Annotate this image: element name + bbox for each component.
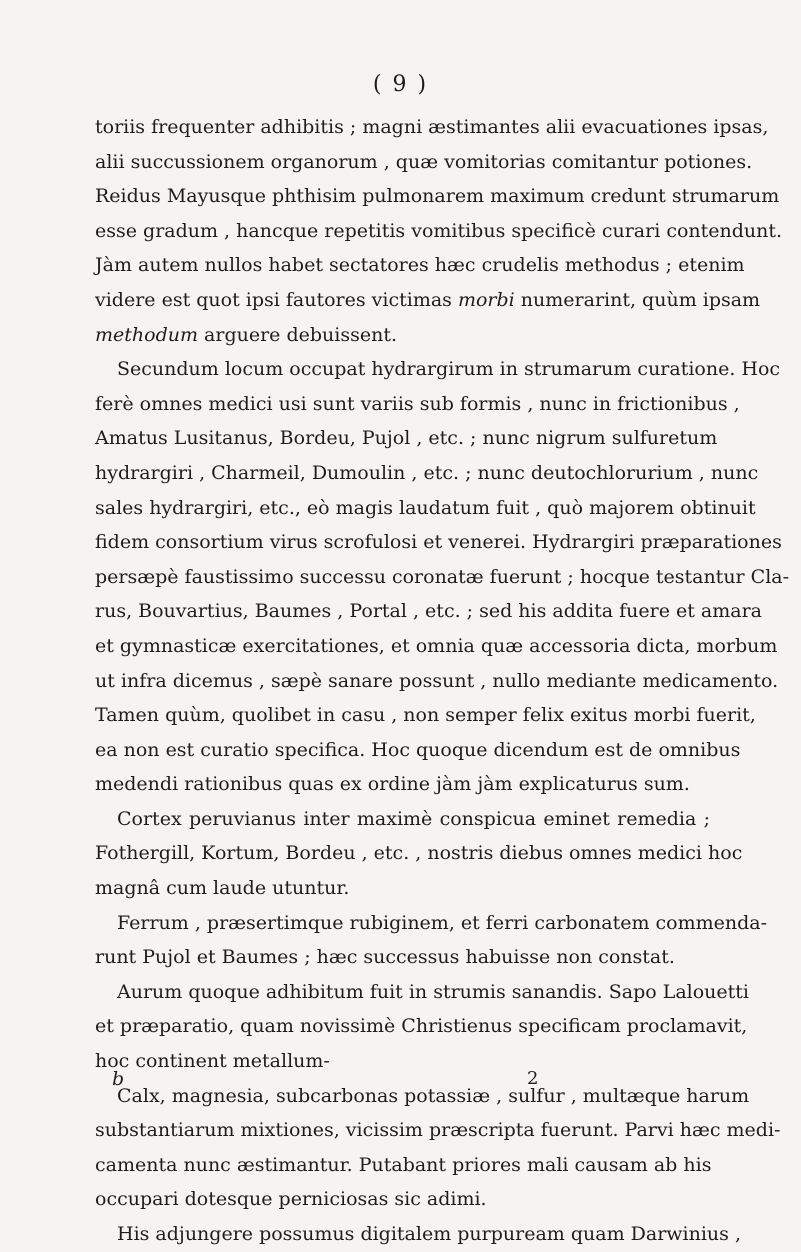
text-line: Cortex peruvianus inter maximè conspicua eminet remedia ; [117, 807, 710, 830]
text-line: Aurum quoque adhibitum fuit in strumis sanandis. Sapo Lalouetti [117, 980, 750, 1003]
text-line: magnâ cum laude utuntur. [95, 877, 350, 900]
text-line: alii succussionem organorum , quæ vomitorias comitantur potiones. [95, 150, 753, 173]
text-line: runt Pujol et Baumes ; hæc successus habuisse non constat. [95, 946, 675, 969]
text-segment: arguere debuissent. [204, 323, 398, 346]
text-line: persæpè faustissimo successu coronatæ fuerunt ; hocque testantur Cla- [95, 565, 790, 588]
italic-word: morbi [457, 288, 515, 311]
text-line: rus, Bouvartius, Baumes , Portal , etc. ; sed his addita fuere et amara [95, 600, 763, 623]
text-line: sales hydrargiri, etc., eò magis laudatum fuit , quò majorem obtinuit [95, 496, 756, 519]
italic-word: methodum [95, 323, 198, 346]
text-line: medendi rationibus quas ex ordine jàm jàm explicaturus sum. [95, 773, 690, 796]
text-line: substantiarum mixtiones, vicissim præscripta fuerunt. Parvi hæc medi- [95, 1119, 781, 1142]
text-line: ut infra dicemus , sæpè sanare possunt , nullo mediante medicamento. [95, 669, 779, 692]
text-line: et gymnasticæ exercitationes, et omnia quæ accessoria dicta, morbum [95, 634, 778, 657]
text-line: Tamen quùm, quolibet in casu , non semper felix exitus morbi fuerit, [95, 704, 756, 727]
text-line: occupari dotesque perniciosas sic adimi. [95, 1188, 487, 1211]
text-line: et præparatio, quam novissimè Christienus specificam proclamavit, [95, 1015, 748, 1038]
text-line: Ferrum , præsertimque rubiginem, et ferri carbonatem commenda- [117, 911, 768, 934]
body-text [95, 110, 790, 1252]
text-line: fidem consortium virus scrofulosi et venerei. Hydrargiri præparationes [95, 531, 782, 554]
text-line: Jàm autem nullos habet sectatores hæc crudelis methodus ; etenim [95, 254, 745, 277]
text-line: Fothergill, Kortum, Bordeu , etc. , nostris diebus omnes medici hoc [95, 842, 743, 865]
text-line: ea non est curatio specifica. Hoc quoque dicendum est de omnibus [95, 738, 741, 761]
text-line-italic-start [95, 318, 710, 353]
text-line: Amatus Lusitanus, Bordeu, Pujol , etc. ; nunc nigrum sulfuretum [95, 427, 718, 450]
text-segment: videre est quot ipsi fautores victimas [95, 288, 452, 311]
text-segment: numerarint, quùm ipsam [520, 288, 761, 311]
text-line: Calx, magnesia, subcarbonas potassiæ , sulfur , multæque harum [117, 1084, 750, 1107]
text-line: esse gradum , hancque repetitis vomitibus specificè curari contendunt. [95, 219, 783, 242]
text-line: toriis frequenter adhibitis ; magni æstimantes alii evacuationes ipsas, [95, 116, 769, 138]
text-line: camenta nunc æstimantur. Putabant priores mali causam ab his [95, 1153, 712, 1176]
signature-mark: b [112, 1068, 125, 1090]
signature-number: 2 [527, 1068, 539, 1089]
text-line: ferè omnes medici usi sunt variis sub formis , nunc in frictionibus , [95, 392, 740, 415]
text-line-mixed [95, 283, 761, 318]
text-line: Secundum locum occupat hydrargirum in strumarum curatione. Hoc [117, 358, 781, 381]
text-line: His adjungere possumus digitalem purpuream quam Darwinius , [117, 1223, 742, 1245]
text-line: Reidus Mayusque phthisim pulmonarem maximum credunt strumarum [95, 185, 780, 208]
text-line: hoc continent metallum- [95, 1050, 330, 1073]
text-line: hydrargiri , Charmeil, Dumoulin , etc. ; nunc deutochlorurium , nunc [95, 461, 759, 484]
page-number: ( 9 ) [372, 72, 429, 97]
